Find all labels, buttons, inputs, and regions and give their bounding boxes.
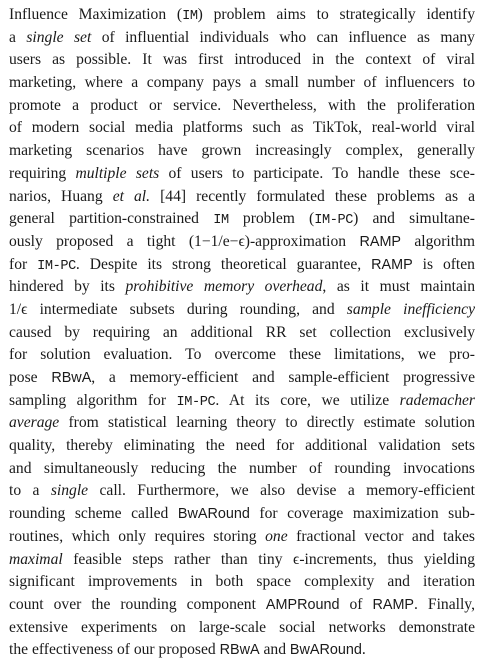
abstract-line: 1/ϵ intermediate subsets during rounding, and sample inefficiency: [9, 300, 475, 318]
abstract-line: ously proposed a tight (1−1/e−ϵ)-approximation RAMP algorithm: [9, 232, 476, 250]
abstract-line: significant improvements in both space complexity and iteration: [9, 573, 475, 591]
abstract-line: Influence Maximization (IM) problem aims to strategically identify: [9, 6, 476, 24]
abstract-line: average from statistical learning theory to directly estimate solution: [9, 414, 475, 432]
abstract-line: a single set of influential individuals who can influence as many: [9, 28, 475, 46]
abstract-line: users as possible. It was first introduced in the context of viral: [9, 51, 475, 69]
abstract-line: to a single call. Furthermore, we also devise a memory-efficient: [9, 482, 475, 500]
abstract-line: marketing scenarios have grown increasingly complex, generally: [9, 142, 475, 160]
abstract-line: promote a product or service. Nevertheless, with the proliferation: [9, 96, 475, 114]
abstract-line: narios, Huang et al. [44] recently formulated these problems as a: [9, 187, 475, 205]
abstract-line: for solution evaluation. To overcome these limitations, we pro-: [9, 346, 475, 364]
abstract-line: extensive experiments on large-scale social networks demonstrate: [9, 618, 475, 636]
abstract-line: rounding scheme called BwARound for coverage maximization sub-: [9, 505, 475, 523]
abstract-line: routines, which only requires storing one fractional vector and takes: [9, 527, 475, 545]
abstract-line: caused by requiring an additional RR set collection exclusively: [9, 323, 475, 341]
abstract-line: marketing, where a company pays a small number of influencers to: [9, 74, 475, 92]
abstract-line: of modern social media platforms such as TikTok, real-world viral: [9, 119, 475, 137]
abstract-line: general partition-constrained IM problem (IM-PC) and simultane-: [9, 210, 475, 229]
abstract-line: and simultaneously reducing the number of rounding invocations: [9, 459, 475, 477]
abstract-line: sampling algorithm for IM-PC. At its core, we utilize rademacher: [9, 391, 476, 410]
abstract-paragraph: [9, 4, 475, 662]
abstract-line: hindered by its prohibitive memory overhead, as it must maintain: [9, 278, 475, 296]
abstract-line: for IM-PC. Despite its strong theoretical guarantee, RAMP is often: [9, 255, 475, 274]
abstract-line: quality, thereby eliminating the need for additional validation sets: [9, 437, 475, 455]
abstract-line: requiring multiple sets of users to participate. To handle these sce-: [9, 164, 475, 182]
abstract-line: pose RBwA, a memory-efficient and sample-efficient progressive: [9, 369, 475, 386]
abstract-line: the effectiveness of our proposed RBwA and BwARound.: [9, 641, 366, 659]
abstract-line: maximal feasible steps rather than tiny ϵ-increments, thus yielding: [9, 550, 475, 568]
abstract-line: count over the rounding component AMPRound of RAMP. Finally,: [9, 595, 475, 613]
